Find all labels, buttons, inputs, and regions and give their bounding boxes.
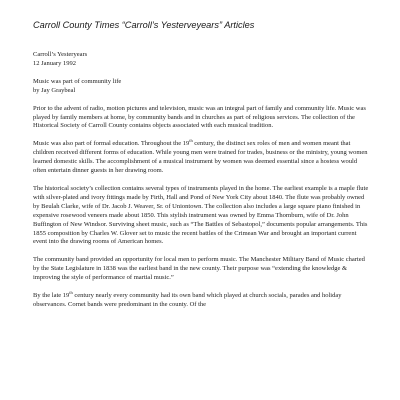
paragraph-5-text-a: By the late 19 — [33, 292, 70, 300]
paragraph-2-superscript: th — [189, 138, 193, 144]
paragraph-2-text-a: Music was also part of formal education. Throughout the 19 — [33, 140, 190, 148]
paragraph-1: Prior to the advent of radio, motion pictures and television, music was an integral part of family and community life. Music was played by family members at home, by community bands and in churches as part of religious services. The collection of the Historical Society of Carroll County contains objects associated with each musical tradition. — [33, 104, 366, 130]
paragraph-5-superscript: th — [69, 289, 73, 295]
article-meta — [33, 51, 369, 69]
paragraph-2-text-b: century, the distinct sex roles of men and women meant that children received different forms of education. While young men were trained for trades, business or the ministry, young women learned domestic skills. The accomplishment of a musical instrument by women was deemed essential since a hostess would often entertain dinner guests in her drawing room. — [33, 140, 368, 175]
column-name: Carroll’s Yesteryears — [33, 51, 88, 58]
paragraph-3: The historical society’s collection contains several types of instruments played in the home. The earliest example is a maple flute with silver-plated and ivory fittings made by Firth, Hall and Pond of New York City about 1840. The flute was probably owned by Beulah Clarke, wife of Dr. Jacob J. Weaver, Sr. of Uniontown. The collection also includes a large square piano finished in expensive rosewood veneers made about 1850. This stylish instrument was owned by Emma Thornburn, wife of Dr. John Buffington of New Windsor. Surviving sheet music, such as “The Battles of Sebastopol,” documents popular arrangements. This 1855 composition by Charles W. Glover set to music the recent battles of the Crimean War and brought an important current event into the drawing rooms of American homes. — [33, 184, 369, 246]
article-heading — [33, 78, 369, 96]
article-byline: by Jay Graybeal — [33, 86, 76, 94]
paragraph-2 — [33, 140, 369, 176]
page-header-title: Carroll County Times “Carroll’s Yesterveyears” Articles — [33, 20, 255, 30]
paragraph-4: The community band provided an opportunity for local men to perform music. The Manchester Military Band of Music charted by the State Legislature in 1838 was the earliest band in the new county. Their purpose was “extending the knowledge & improving the style of performance of martial music.” — [33, 256, 365, 282]
article-date: 12 January 1992 — [33, 59, 76, 67]
article — [33, 51, 369, 319]
paragraph-5-text-b: century nearly every community had its own band which played at church socials, parades and holiday observances. Cornet bands were predominant in the county. Of the — [33, 292, 342, 308]
paragraph-5 — [33, 289, 369, 310]
article-headline: Music was part of community life — [33, 77, 122, 85]
